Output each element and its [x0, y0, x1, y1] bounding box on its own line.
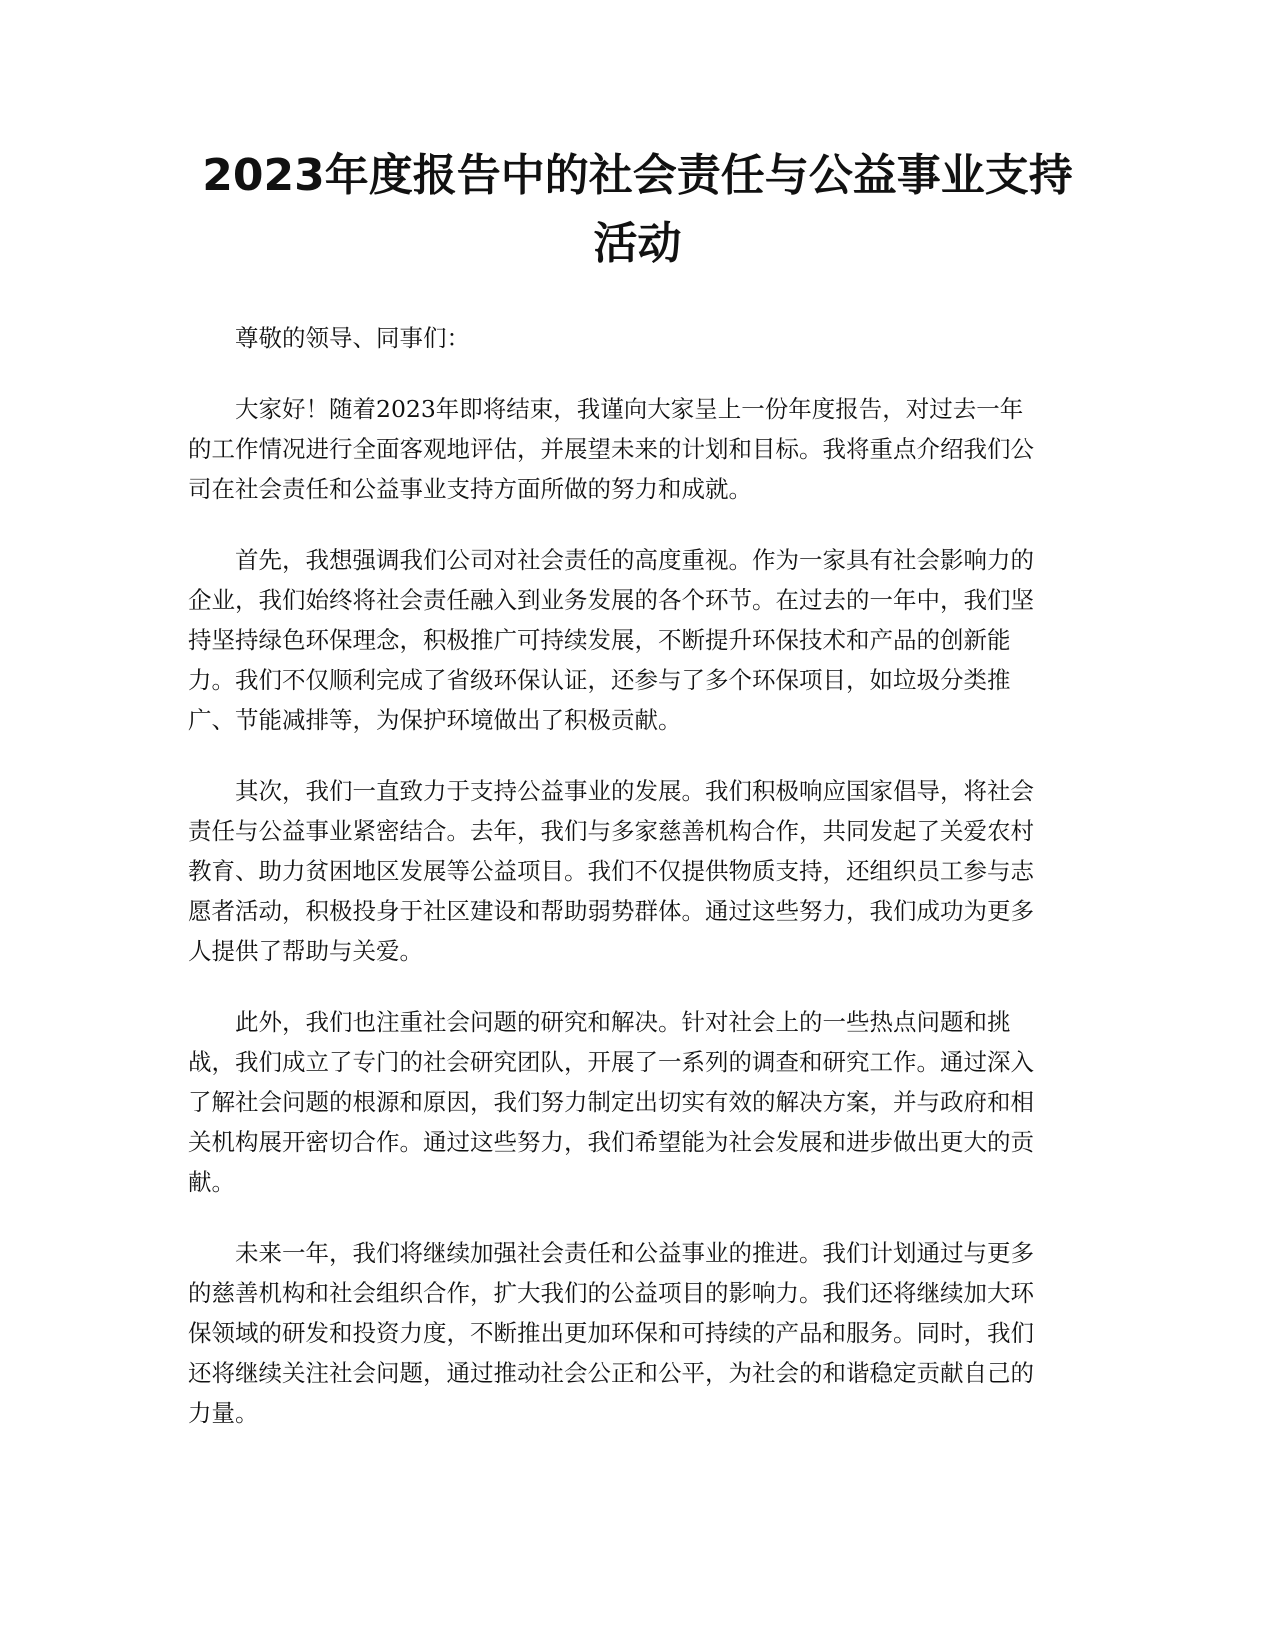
paragraph-public-welfare: [188, 771, 1086, 971]
paragraph-line: 广、节能减排等，为保护环境做出了积极贡献。: [188, 706, 682, 734]
paragraph-line: 其次，我们一直致力于支持公益事业的发展。我们积极响应国家倡导，将社会: [235, 777, 1034, 805]
paragraph-line: 司在社会责任和公益事业支持方面所做的努力和成就。: [188, 475, 752, 503]
paragraph-line: 的工作情况进行全面客观地评估，并展望未来的计划和目标。我将重点介绍我们公: [188, 435, 1034, 463]
document-title: [150, 142, 1125, 278]
paragraph-line: 战，我们成立了专门的社会研究团队，开展了一系列的调查和研究工作。通过深入: [188, 1048, 1034, 1076]
paragraph-social-responsibility: [188, 540, 1086, 740]
title-line-2: 活动: [593, 218, 682, 269]
salutation-text: 尊敬的领导、同事们：: [235, 324, 470, 352]
paragraph-line: 献。: [188, 1168, 235, 1196]
paragraph-line: 关机构展开密切合作。通过这些努力，我们希望能为社会发展和进步做出更大的贡: [188, 1128, 1034, 1156]
paragraph-social-research: [188, 1002, 1086, 1202]
title-line-1: 2023年度报告中的社会责任与公益事业支持: [202, 150, 1073, 201]
paragraph-line: 力。我们不仅顺利完成了省级环保认证，还参与了多个环保项目，如垃圾分类推: [188, 666, 1011, 694]
paragraph-line: 企业，我们始终将社会责任融入到业务发展的各个环节。在过去的一年中，我们坚: [188, 586, 1034, 614]
paragraph-line: 责任与公益事业紧密结合。去年，我们与多家慈善机构合作，共同发起了关爱农村: [188, 817, 1034, 845]
paragraph-intro: [188, 389, 1086, 509]
paragraph-line: 首先，我想强调我们公司对社会责任的高度重视。作为一家具有社会影响力的: [235, 546, 1034, 574]
paragraph-line: 了解社会问题的根源和原因，我们努力制定出切实有效的解决方案，并与政府和相: [188, 1088, 1034, 1116]
paragraph-future-plans: [188, 1233, 1086, 1433]
paragraph-line: 持坚持绿色环保理念，积极推广可持续发展，不断提升环保技术和产品的创新能: [188, 626, 1011, 654]
paragraph-line: 此外，我们也注重社会问题的研究和解决。针对社会上的一些热点问题和挑: [235, 1008, 1011, 1036]
paragraph-line: 大家好！随着2023年即将结束，我谨向大家呈上一份年度报告，对过去一年: [235, 395, 1024, 423]
salutation: [188, 318, 1086, 358]
paragraph-line: 的慈善机构和社会组织合作，扩大我们的公益项目的影响力。我们还将继续加大环: [188, 1279, 1034, 1307]
paragraph-line: 力量。: [188, 1399, 259, 1427]
paragraph-line: 还将继续关注社会问题，通过推动社会公正和公平，为社会的和谐稳定贡献自己的: [188, 1359, 1034, 1387]
paragraph-line: 未来一年，我们将继续加强社会责任和公益事业的推进。我们计划通过与更多: [235, 1239, 1034, 1267]
document-body: [188, 318, 1086, 1464]
paragraph-line: 保领域的研发和投资力度，不断推出更加环保和可持续的产品和服务。同时，我们: [188, 1319, 1034, 1347]
paragraph-line: 人提供了帮助与关爱。: [188, 937, 423, 965]
paragraph-line: 教育、助力贫困地区发展等公益项目。我们不仅提供物质支持，还组织员工参与志: [188, 857, 1034, 885]
paragraph-line: 愿者活动，积极投身于社区建设和帮助弱势群体。通过这些努力，我们成功为更多: [188, 897, 1034, 925]
